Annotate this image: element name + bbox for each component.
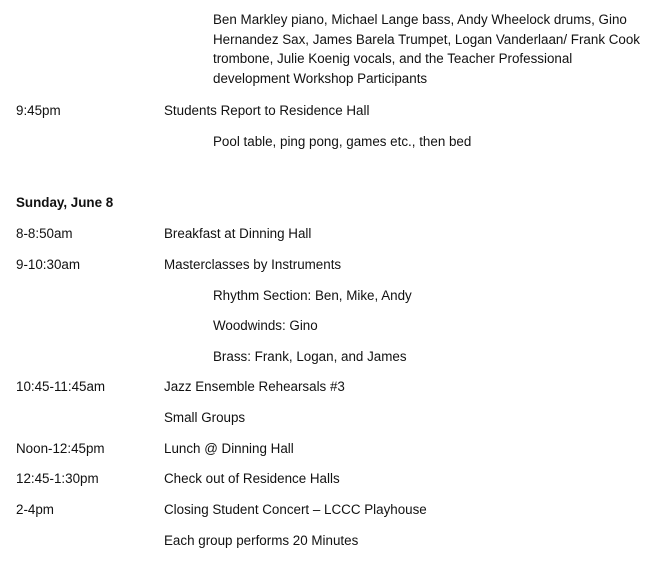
schedule-time: 10:45-11:45am [16,379,106,394]
schedule-time: Noon-12:45pm [16,441,105,456]
evening-time: 9:45pm [16,103,61,118]
schedule-event: Each group performs 20 Minutes [164,533,359,548]
schedule-event: Masterclasses by Instruments [164,257,342,272]
participants-paragraph: Ben Markley piano, Michael Lange bass, Andy Wheelock drums, Gino Hernandez Sax, James Barela Trumpet, Logan Vanderlaan/ Frank Cook trombone, Julie Koenig vocals, and the Teacher Professional development Workshop Participants [213,12,640,86]
schedule-event: Jazz Ensemble Rehearsals #3 [164,379,345,394]
schedule-time: 12:45-1:30pm [16,471,99,486]
schedule-event: Small Groups [164,410,246,425]
schedule-time: 9-10:30am [16,257,81,272]
schedule-detail: Rhythm Section: Ben, Mike, Andy [213,288,412,303]
schedule-detail: Brass: Frank, Logan, and James [213,349,407,364]
schedule-event: Closing Student Concert – LCCC Playhouse [164,502,427,517]
schedule-event: Lunch @ Dinning Hall [164,441,294,456]
schedule-time: 2-4pm [16,502,54,517]
schedule-detail: Woodwinds: Gino [213,318,318,333]
schedule-event: Breakfast at Dinning Hall [164,226,312,241]
schedule-event: Check out of Residence Halls [164,471,340,486]
evening-event: Students Report to Residence Hall [164,103,370,118]
schedule-time: 8-8:50am [16,226,73,241]
day-heading: Sunday, June 8 [16,195,114,210]
evening-detail: Pool table, ping pong, games etc., then bed [213,134,472,149]
